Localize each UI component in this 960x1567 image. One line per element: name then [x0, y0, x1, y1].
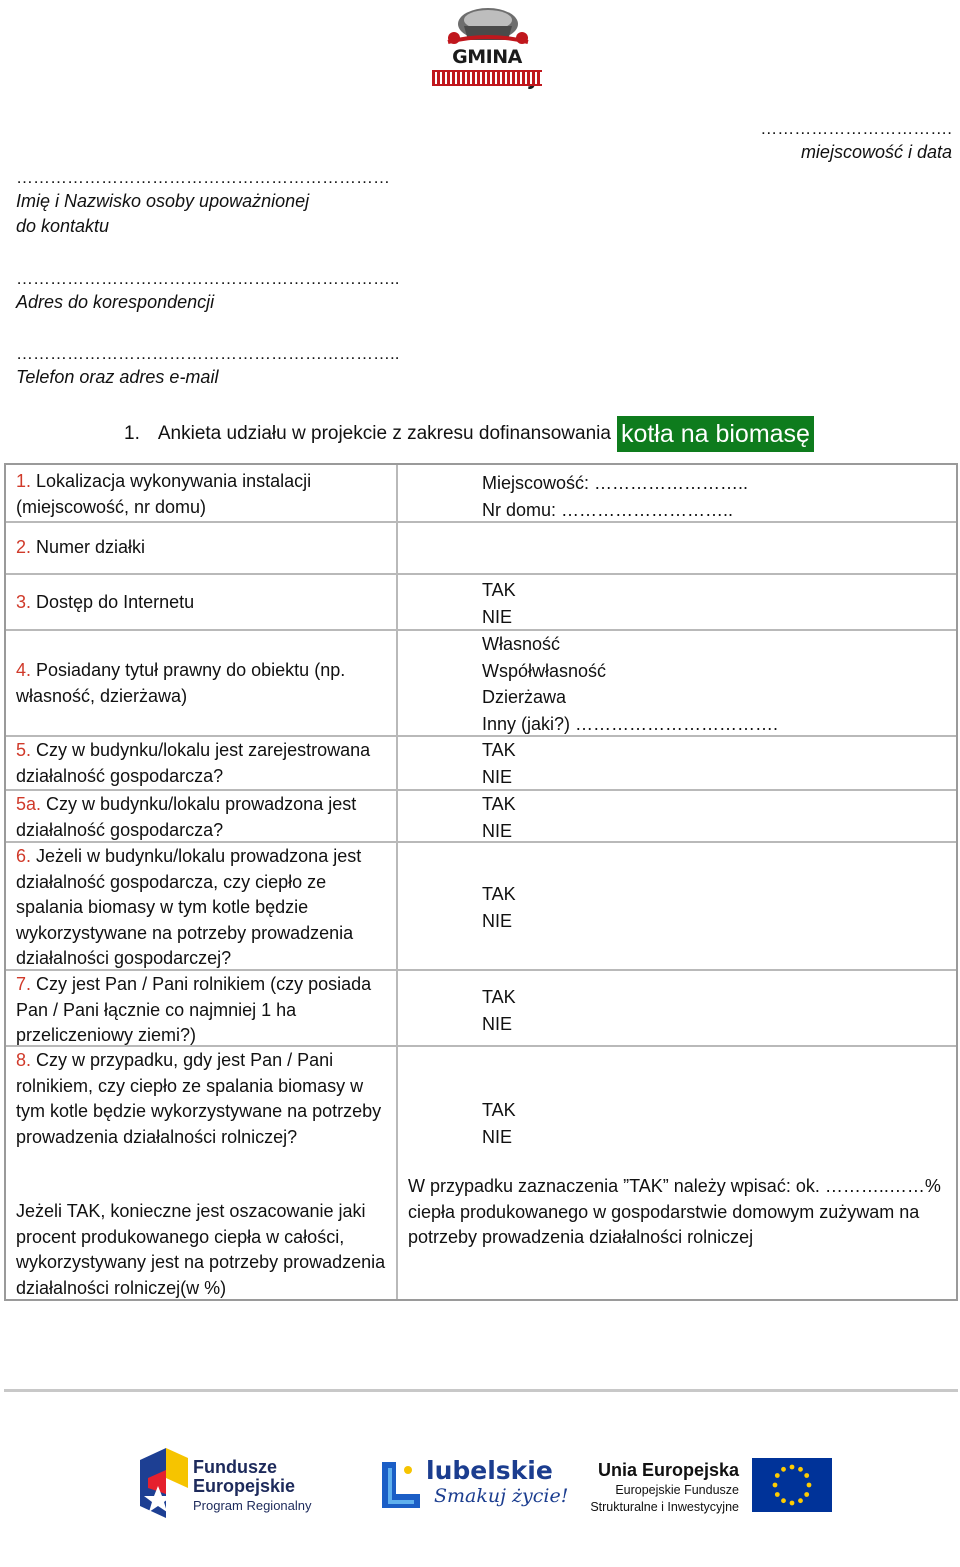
eu-flag-icon	[752, 1458, 832, 1512]
survey-title	[124, 416, 814, 452]
ef-subtitle: Program Regionalny	[193, 1498, 312, 1513]
ue-subtitle-line1: Europejskie Fundusze	[615, 1483, 739, 1497]
question-8-instruction: Jeżeli TAK, konieczne jest oszacowanie jaki procent produkowanego ciepła w całości, wykorzystywany jest na potrzeby prowadzenia działalności rolniczej(w %)	[16, 1201, 386, 1298]
contact-phone-label: Telefon oraz adres e-mail	[16, 367, 219, 387]
answer-8	[482, 1097, 952, 1150]
place-date-field	[760, 118, 952, 165]
option-yes[interactable]: TAK	[482, 884, 516, 904]
contact-address-field	[16, 268, 399, 315]
survey-number: 1.	[124, 423, 140, 444]
place-date-dots: …………………………….	[760, 119, 952, 138]
logo-ornament-stripe	[432, 70, 542, 86]
percentage-note[interactable]: W przypadku zaznaczenia ”TAK” należy wpisać: ok. ………..……% ciepła produkowanego w gospodarstwie domowym zużywam na potrzeby prowadzenia działalności rolniczej	[408, 1176, 941, 1247]
survey-title-text: Ankieta udziału w projekcie z zakresu dofinansowania	[157, 423, 611, 444]
fundusze-europejskie-logo-icon	[140, 1448, 188, 1518]
answer-1	[482, 470, 952, 523]
question-2: 2. Numer działki	[16, 537, 146, 557]
question-3: 3. Dostęp do Internetu	[16, 592, 195, 612]
unia-europejska-text	[584, 1460, 739, 1515]
ue-title: Unia Europejska	[597, 1460, 739, 1480]
answer-6	[482, 881, 952, 934]
ue-subtitle-line2: Strukturalne i Inwestycyjne	[590, 1500, 739, 1514]
option-ownership[interactable]: Własność	[482, 634, 561, 654]
contact-name-dots: …………………………………………………………	[16, 168, 390, 187]
answer-house-number-field[interactable]: Nr domu: ………………………..	[482, 499, 734, 520]
question-1: 1. Lokalizacja wykonywania instalacji (miejscowość, nr domu)	[16, 471, 312, 517]
option-yes[interactable]: TAK	[482, 987, 516, 1007]
survey-title-highlight: kotła na biomasę	[617, 416, 814, 452]
lubelskie-name: lubelskie	[426, 1456, 553, 1485]
option-yes[interactable]: TAK	[482, 580, 516, 600]
option-other[interactable]: Inny (jaki?) …………………………….	[482, 713, 779, 734]
survey-table	[4, 463, 958, 1301]
option-lease[interactable]: Dzierżawa	[482, 687, 567, 707]
answer-5a	[482, 791, 952, 844]
option-no[interactable]: NIE	[482, 1013, 513, 1034]
table-row	[6, 631, 956, 737]
option-no[interactable]: NIE	[482, 820, 513, 841]
option-co-ownership[interactable]: Współwłasność	[482, 660, 607, 681]
place-date-label: miejscowość i data	[800, 142, 952, 162]
answer-5	[482, 737, 952, 790]
table-row	[6, 575, 956, 631]
answer-3	[482, 577, 952, 630]
table-row	[6, 1047, 956, 1299]
lubelskie-logo-icon	[378, 1458, 424, 1514]
contact-name-label-line1: Imię i Nazwisko osoby upoważnionej	[16, 191, 310, 211]
ef-title-line2: Europejskie	[193, 1476, 296, 1496]
contact-phone-email-field	[16, 343, 399, 390]
option-yes[interactable]: TAK	[482, 740, 516, 760]
question-5: 5. Czy w budynku/lokalu jest zarejestrowana działalność gospodarcza?	[16, 740, 371, 786]
gmina-bilgoraj-logo	[428, 2, 546, 94]
table-row	[6, 843, 956, 971]
question-4: 4. Posiadany tytuł prawny do obiektu (np. własność, dzierżawa)	[16, 660, 346, 706]
footer-divider	[4, 1389, 958, 1392]
question-7: 7. Czy jest Pan / Pani rolnikiem (czy posiada Pan / Pani łącznie co najmniej 1 ha przeliczeniowy ziemi?)	[16, 974, 372, 1045]
contact-address-label: Adres do korespondencji	[16, 292, 215, 312]
logo-text: GMINA	[452, 46, 522, 68]
option-no[interactable]: NIE	[482, 606, 513, 627]
table-row	[6, 791, 956, 843]
question-5a: 5a. Czy w budynku/lokalu prowadzona jest działalność gospodarcza?	[16, 794, 357, 840]
question-6: 6. Jeżeli w budynku/lokalu prowadzona jest działalność gospodarcza, czy ciepło ze spalania biomasy w tym kotle będzie wykorzystywane na potrzeby prowadzenia działalności gospodarczej?	[16, 846, 362, 968]
option-yes[interactable]: TAK	[482, 1100, 516, 1120]
answer-4	[482, 631, 952, 737]
contact-name-label-line2: do kontaktu	[16, 216, 110, 236]
sieve-emblem-icon	[428, 2, 546, 50]
option-no[interactable]: NIE	[482, 910, 513, 931]
contact-name-field	[16, 167, 390, 239]
option-no[interactable]: NIE	[482, 1126, 513, 1147]
lubelskie-slogan: Smakuj życie!	[434, 1485, 569, 1507]
option-no[interactable]: NIE	[482, 766, 513, 787]
table-row	[6, 971, 956, 1047]
option-yes[interactable]: TAK	[482, 794, 516, 814]
question-8: 8. Czy w przypadku, gdy jest Pan / Pani rolnikiem, czy ciepło ze spalania biomasy w tym kotle będzie wykorzystywane na potrzeby prowadzenia działalności rolniczej?	[16, 1050, 382, 1147]
fundusze-europejskie-text	[193, 1458, 312, 1514]
answer-location-field[interactable]: Miejscowość: ……………………..	[482, 473, 749, 493]
ef-title-line1: Fundusze	[193, 1457, 277, 1477]
answer-7	[482, 984, 952, 1037]
table-row	[6, 737, 956, 791]
table-row	[6, 465, 956, 523]
contact-phone-dots: …………………………………………………………..	[16, 344, 400, 363]
contact-address-dots: …………………………………………………………..	[16, 269, 400, 288]
table-row	[6, 523, 956, 575]
